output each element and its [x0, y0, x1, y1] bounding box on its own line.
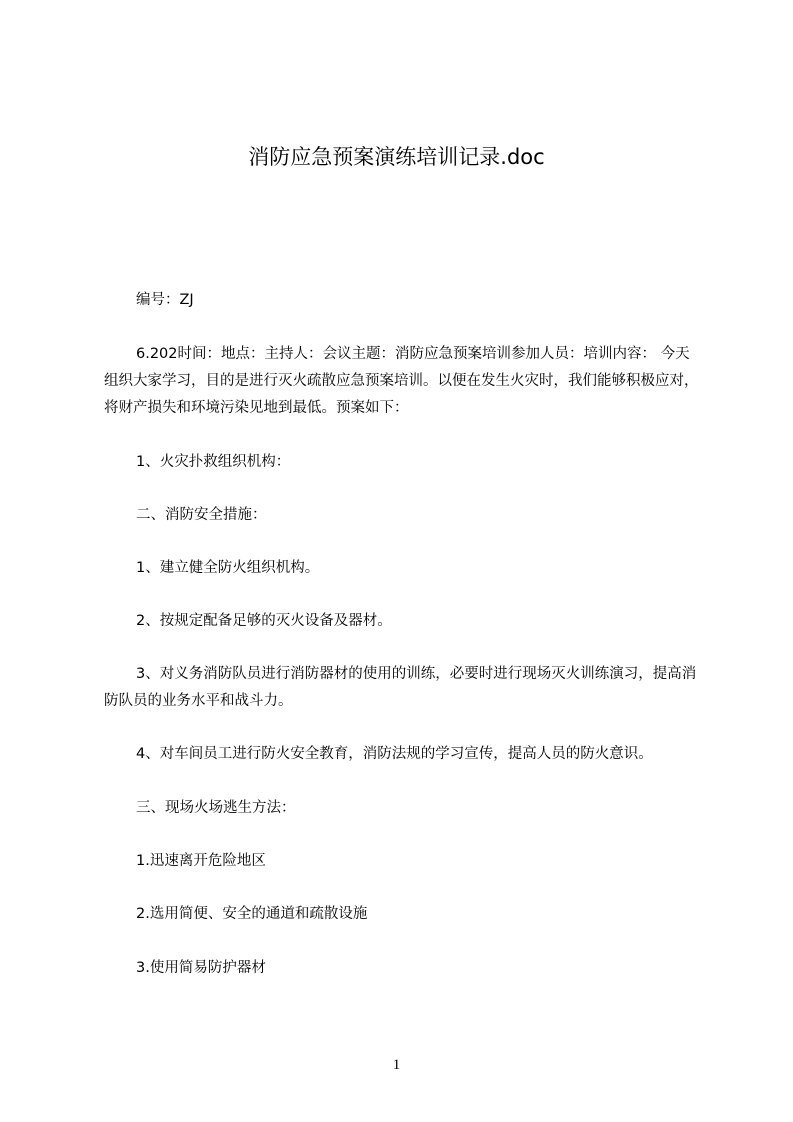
document-title: 消防应急预案演练培训记录.doc — [248, 145, 545, 169]
measure-item-2: 2、按规定配备足够的灭火设备及器材。 — [136, 613, 392, 629]
section-one-heading: 1、火灾扑救组织机构： — [136, 454, 291, 470]
measure-item-3: 3、对义务消防队员进行消防器材的使用的训练，必要时进行现场灭火训练演习，提高消防队员的业务水平和战斗力。 — [104, 666, 697, 709]
section-two-heading: 二、消防安全措施： — [136, 507, 267, 523]
escape-method-1: 1.迅速离开危险地区 — [136, 853, 266, 869]
escape-method-3: 3.使用简易防护器材 — [136, 960, 266, 976]
measure-item-4: 4、对车间员工进行防火安全教育，消防法规的学习宣传，提高人员的防火意识。 — [136, 746, 653, 762]
escape-method-2: 2.选用简便、安全的通道和疏散设施 — [136, 906, 368, 922]
intro-paragraph: 6.202时间：地点：主持人：会议主题：消防应急预案培训参加人员：培训内容： 今天组织大家学习，目的是进行灭火疏散应急预案培训。以便在发生火灾时，我们能够积极应对，将财产损失和环境污染见地到最低。预案如下： — [104, 346, 699, 416]
measure-item-1: 1、建立健全防火组织机构。 — [136, 560, 320, 576]
page-number: 1 — [392, 1057, 401, 1073]
section-three-heading: 三、现场火场逃生方法： — [136, 800, 296, 816]
serial-number-line: 编号：ZJ — [136, 292, 194, 308]
